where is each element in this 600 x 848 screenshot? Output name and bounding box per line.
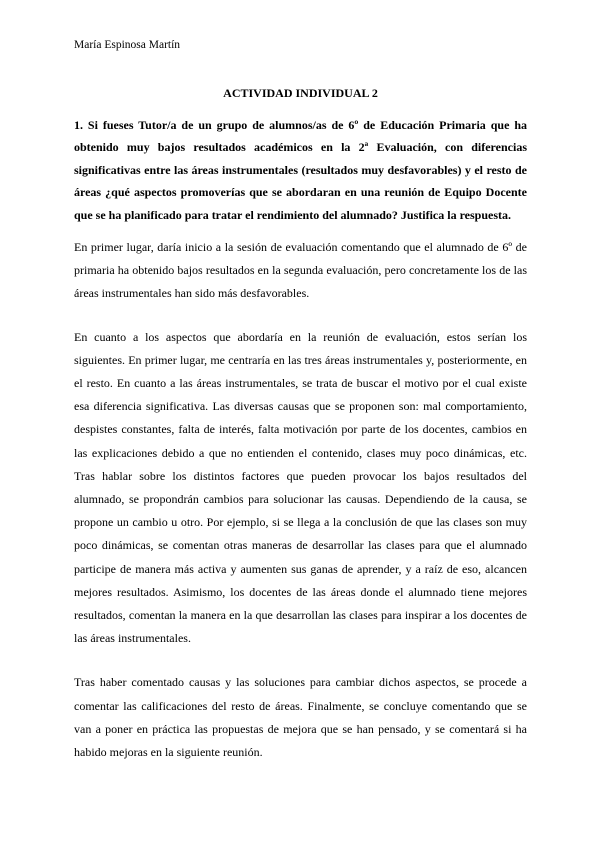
answer-paragraph-2: En cuanto a los aspectos que abordaría en la reunión de evaluación, estos serían los siguientes. En primer lugar, me centraría en las tres áreas instrumentales y, posteriormente, en el resto. En cuanto a las áreas instrumentales, se trata de buscar el motivo por el cual existe esa diferencia significativa. Las diversas causas que se proponen son: mal comportamiento, despistes constantes, falta de interés, falta motivación por parte de los docentes, cambios en las explicaciones debido a que no entienden el contenido, clases muy poco dinámicas, etc. Tras hablar sobre los distintos factores que pueden provocar los bajos resultados del alumnado, se propondrán cambios para solucionar las causas. Dependiendo de la causa, se propone un cambio u otro. Por ejemplo, si se llega a la conclusión de que las clases son muy poco dinámicas, se comentan otras maneras de desarrollar las clases para que el alumnado participe de manera más activa y aumenten sus ganas de aprender, y a raíz de eso, alcancen mejores resultados. Asimismo, los docentes de las áreas donde el alumnado tiene mejores resultados, comentan la manera en la que desarrollan las clases para inspirar a los docentes de las áreas instrumentales. (74, 329, 527, 646)
author-name: María Espinosa Martín (74, 39, 181, 51)
answer-paragraph-1: En primer lugar, daría inicio a la sesión de evaluación comentando que el alumnado de 6º de primaria ha obtenido bajos resultados en la segunda evaluación, pero concretamente los de las áreas instrumentales han sido más desfavorables. (74, 240, 527, 301)
question-text: 1. Si fueses Tutor/a de un grupo de alumnos/as de 6º de Educación Primaria que ha obtenido muy bajos resultados académicos en la 2ª Evaluación, con diferencias significativas entre las áreas instrumentales (resultados muy desfavorables) y el resto de áreas ¿qué aspectos promoverías que se abordaran en una reunión de Equipo Docente que se ha planificado para tratar el rendimiento del alumnado? Justifica la respuesta. (74, 118, 527, 222)
document-title: ACTIVIDAD INDIVIDUAL 2 (223, 86, 378, 100)
answer-paragraph-3: Tras haber comentado causas y las soluciones para cambiar dichos aspectos, se procede a comentar las calificaciones del resto de áreas. Finalmente, se concluye comentando que se van a poner en práctica las propuestas de mejora que se han pensado, y se comentará si ha habido mejoras en la siguiente reunión. (74, 675, 527, 760)
